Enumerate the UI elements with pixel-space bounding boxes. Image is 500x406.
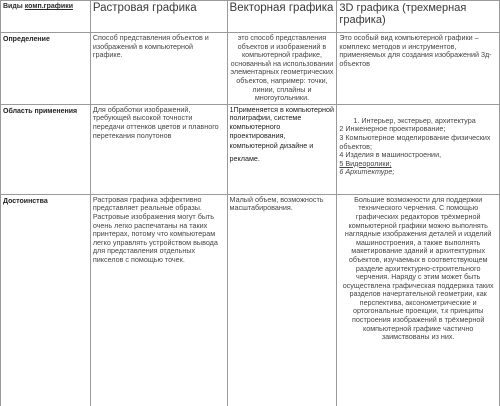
cell-application-vector bbox=[227, 104, 337, 194]
cell-advantages-raster: Растровая графика эффективно представляет реальные образы. Растровые изображения могут быть очень легко распечатаны на таких принтерах, потому что компьютерам легко управлять устройством вывода для представления отдельных пикселов с помощью точек. bbox=[90, 194, 227, 406]
table-row-definition bbox=[1, 33, 500, 105]
row-label-definition: Определение bbox=[1, 33, 91, 105]
corner-header-cell bbox=[1, 1, 91, 33]
column-header-3d: 3D графика (трехмерная графика) bbox=[337, 1, 500, 33]
table-row-application bbox=[1, 104, 500, 194]
cell-definition-3d: Это особый вид компьютерной графики – комплекс методов и инструментов, применяемых для создания изображений 3д-объектов bbox=[337, 33, 500, 105]
list-item: 2 Инженерное проектирование; bbox=[339, 124, 446, 134]
cell-definition-vector: это способ представления объектов и изображений в компьютерной графике, основанный на использовании элементарных геометрических объектов, например: точки, линии, сплайны и многоугольники. bbox=[227, 33, 337, 105]
table-row-advantages bbox=[1, 194, 500, 406]
list-item: 4 Изделия в машиностроении, bbox=[339, 150, 442, 160]
list-item: 1Применяется в компьютерной полиграфии, системе компьютерного проектирования, bbox=[229, 104, 334, 140]
corner-label-link[interactable]: комп.графики bbox=[24, 3, 73, 10]
list-item: 6 Архитектуре; bbox=[339, 167, 395, 177]
list-item: 5 Видеоролики; bbox=[339, 158, 392, 168]
list-item: компьютерной дизайне и bbox=[229, 141, 314, 151]
column-header-raster: Растровая графика bbox=[90, 1, 227, 33]
cell-advantages-vector: Малый объем, возможность масштабирования. bbox=[227, 194, 337, 406]
list-item: 3 Компьютерное моделирование физических объектов; bbox=[339, 132, 491, 151]
list-item: рекламе. bbox=[229, 153, 260, 163]
row-label-application: Область применения bbox=[1, 104, 91, 194]
column-header-vector: Векторная графика bbox=[227, 1, 337, 33]
cell-application-3d bbox=[337, 104, 500, 194]
cell-definition-raster: Способ представления объектов и изображений в компьютерной графике. bbox=[90, 33, 227, 105]
cell-advantages-3d: Большие возможности для поддержки технического черчения. С помощью графических редакторов трёхмерной компьютерной графики можно выполнять наглядные изображения деталей и изделий машиностроения, а также выполнять макетирование зданий и архитектурных объектов, изучаемых в соответствующем разделе архитектурно-строительного черчения. Наряду с этим может быть осуществлена графическая поддержка таких разделов начертательной геометрии, как перспектива, аксонометрические и ортогональные проекции, т.к принципы построения изображений в трёхмерной компьютерной графике частично заимствованы из них. bbox=[337, 194, 500, 406]
header-row bbox=[1, 1, 500, 33]
list-item: 1. Интерьер, экстерьер, архитектура bbox=[353, 115, 476, 125]
row-label-advantages: Достоинства bbox=[1, 194, 91, 406]
cell-application-raster: Для обработки изображений, требующей высокой точности передачи оттенков цветов и плавного перетекания полутонов bbox=[90, 104, 227, 194]
corner-label-prefix: Виды bbox=[3, 3, 25, 10]
